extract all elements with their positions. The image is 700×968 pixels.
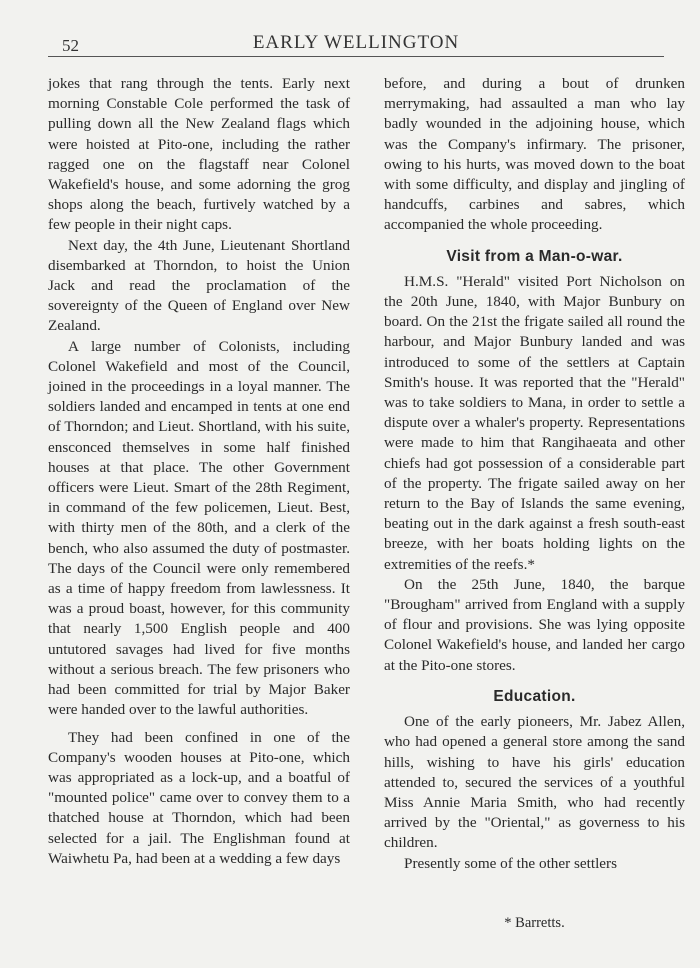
footnote: * Barretts. [504,915,565,931]
left-column [48,74,350,869]
running-title: EARLY WELLINGTON [252,32,460,53]
paragraph: On the 25th June, 1840, the barque "Brougham" arrived from England with a supply of flour and provisions. She was lying opposite Colonel Wakefield's house, and landed her cargo at the Pito-one stores. [384,575,685,674]
paragraph: H.M.S. "Herald" visited Port Nicholson on the 20th June, 1840, with Major Bunbury on board. On the 21st the frigate sailed all round the harbour, and Major Bunbury landed and was introduced to some of the settlers at Captain Smith's house. It was reported that the "Herald" was to take soldiers to Mana, in order to settle a dispute over a whaler's property. Representations were made to him that Rangihaeata and other chiefs had got possession of a considerable part of the property. The frigate sailed away on her return to the Bay of Islands the same evening, beating out in the dark against a fresh south-east breeze, with her boats holding lights on the extremities of the reefs.* [384,272,685,573]
paragraph: before, and during a bout of drunken merrymaking, had assaulted a man who lay badly wounded in the adjoining house, which was the Company's infirmary. The prisoner, owing to his hurts, was moved down to the boat with some difficulty, and display and jingling of handcuffs, carbines and sabres, which accompanied the whole proceeding. [384,75,685,234]
paragraph: A large number of Colonists, including Colonel Wakefield and most of the Council, joined in the proceedings in a loyal manner. The soldiers landed and encamped in tents at one end of Thorndon; and Lieut. Shortland, with his suite, ensconced themselves in some half finished houses at that place. The other Government officers were Lieut. Smart of the 28th Regiment, in command of the few policemen, Lieut. Best, with thirty men of the 80th, and a clerk of the bench, who also assumed the duty of postmaster. The days of the Council were only remembered as a time of happy freedom from lawlessness. It was a proud boast, however, for this community that nearly 1,500 English people and 400 untutored savages had lived for five months without a serious breach. The few prisoners who had been committed for trial by Major Baker were handed over to the lawful authorities. [48,337,350,719]
paragraph: Presently some of the other settlers [404,854,617,872]
page-header [48,30,664,57]
paragraph: They had been confined in one of the Company's wooden houses at Pito-one, which was appropriated as a lock-up, and a boatful of "mounted police" came over to convey them to a thatched house at Thorndon, which had been selected for a jail. The Englishman found at Waiwhetu Pa, had been at a wedding a few days [48,728,350,867]
paragraph: Next day, the 4th June, Lieutenant Shortland disembarked at Thorndon, to hoist the Union Jack and read the proclamation of the sovereignty of the Queen of England over New Zealand. [48,236,350,335]
paragraph: One of the early pioneers, Mr. Jabez Allen, who had opened a general store among the sand hills, wishing to have his girls' education attended to, secured the services of a youthful Miss Annie Maria Smith, who had recently arrived by the "Oriental," as governess to his children. [384,713,685,852]
right-column [384,74,685,874]
paragraph: jokes that rang through the tents. Early next morning Constable Cole performed the task of pulling down all the New Zealand flags which were hoisted at Pito-one, including the rather ragged one on the flagstaff near Colonel Wakefield's house, and some adorning the grog shops along the beach, furtively watched by a few people in their night caps. [48,75,350,234]
page-number: 52 [62,36,79,55]
section-heading: Education. [493,687,576,705]
section-heading: Visit from a Man-o-war. [446,247,623,265]
